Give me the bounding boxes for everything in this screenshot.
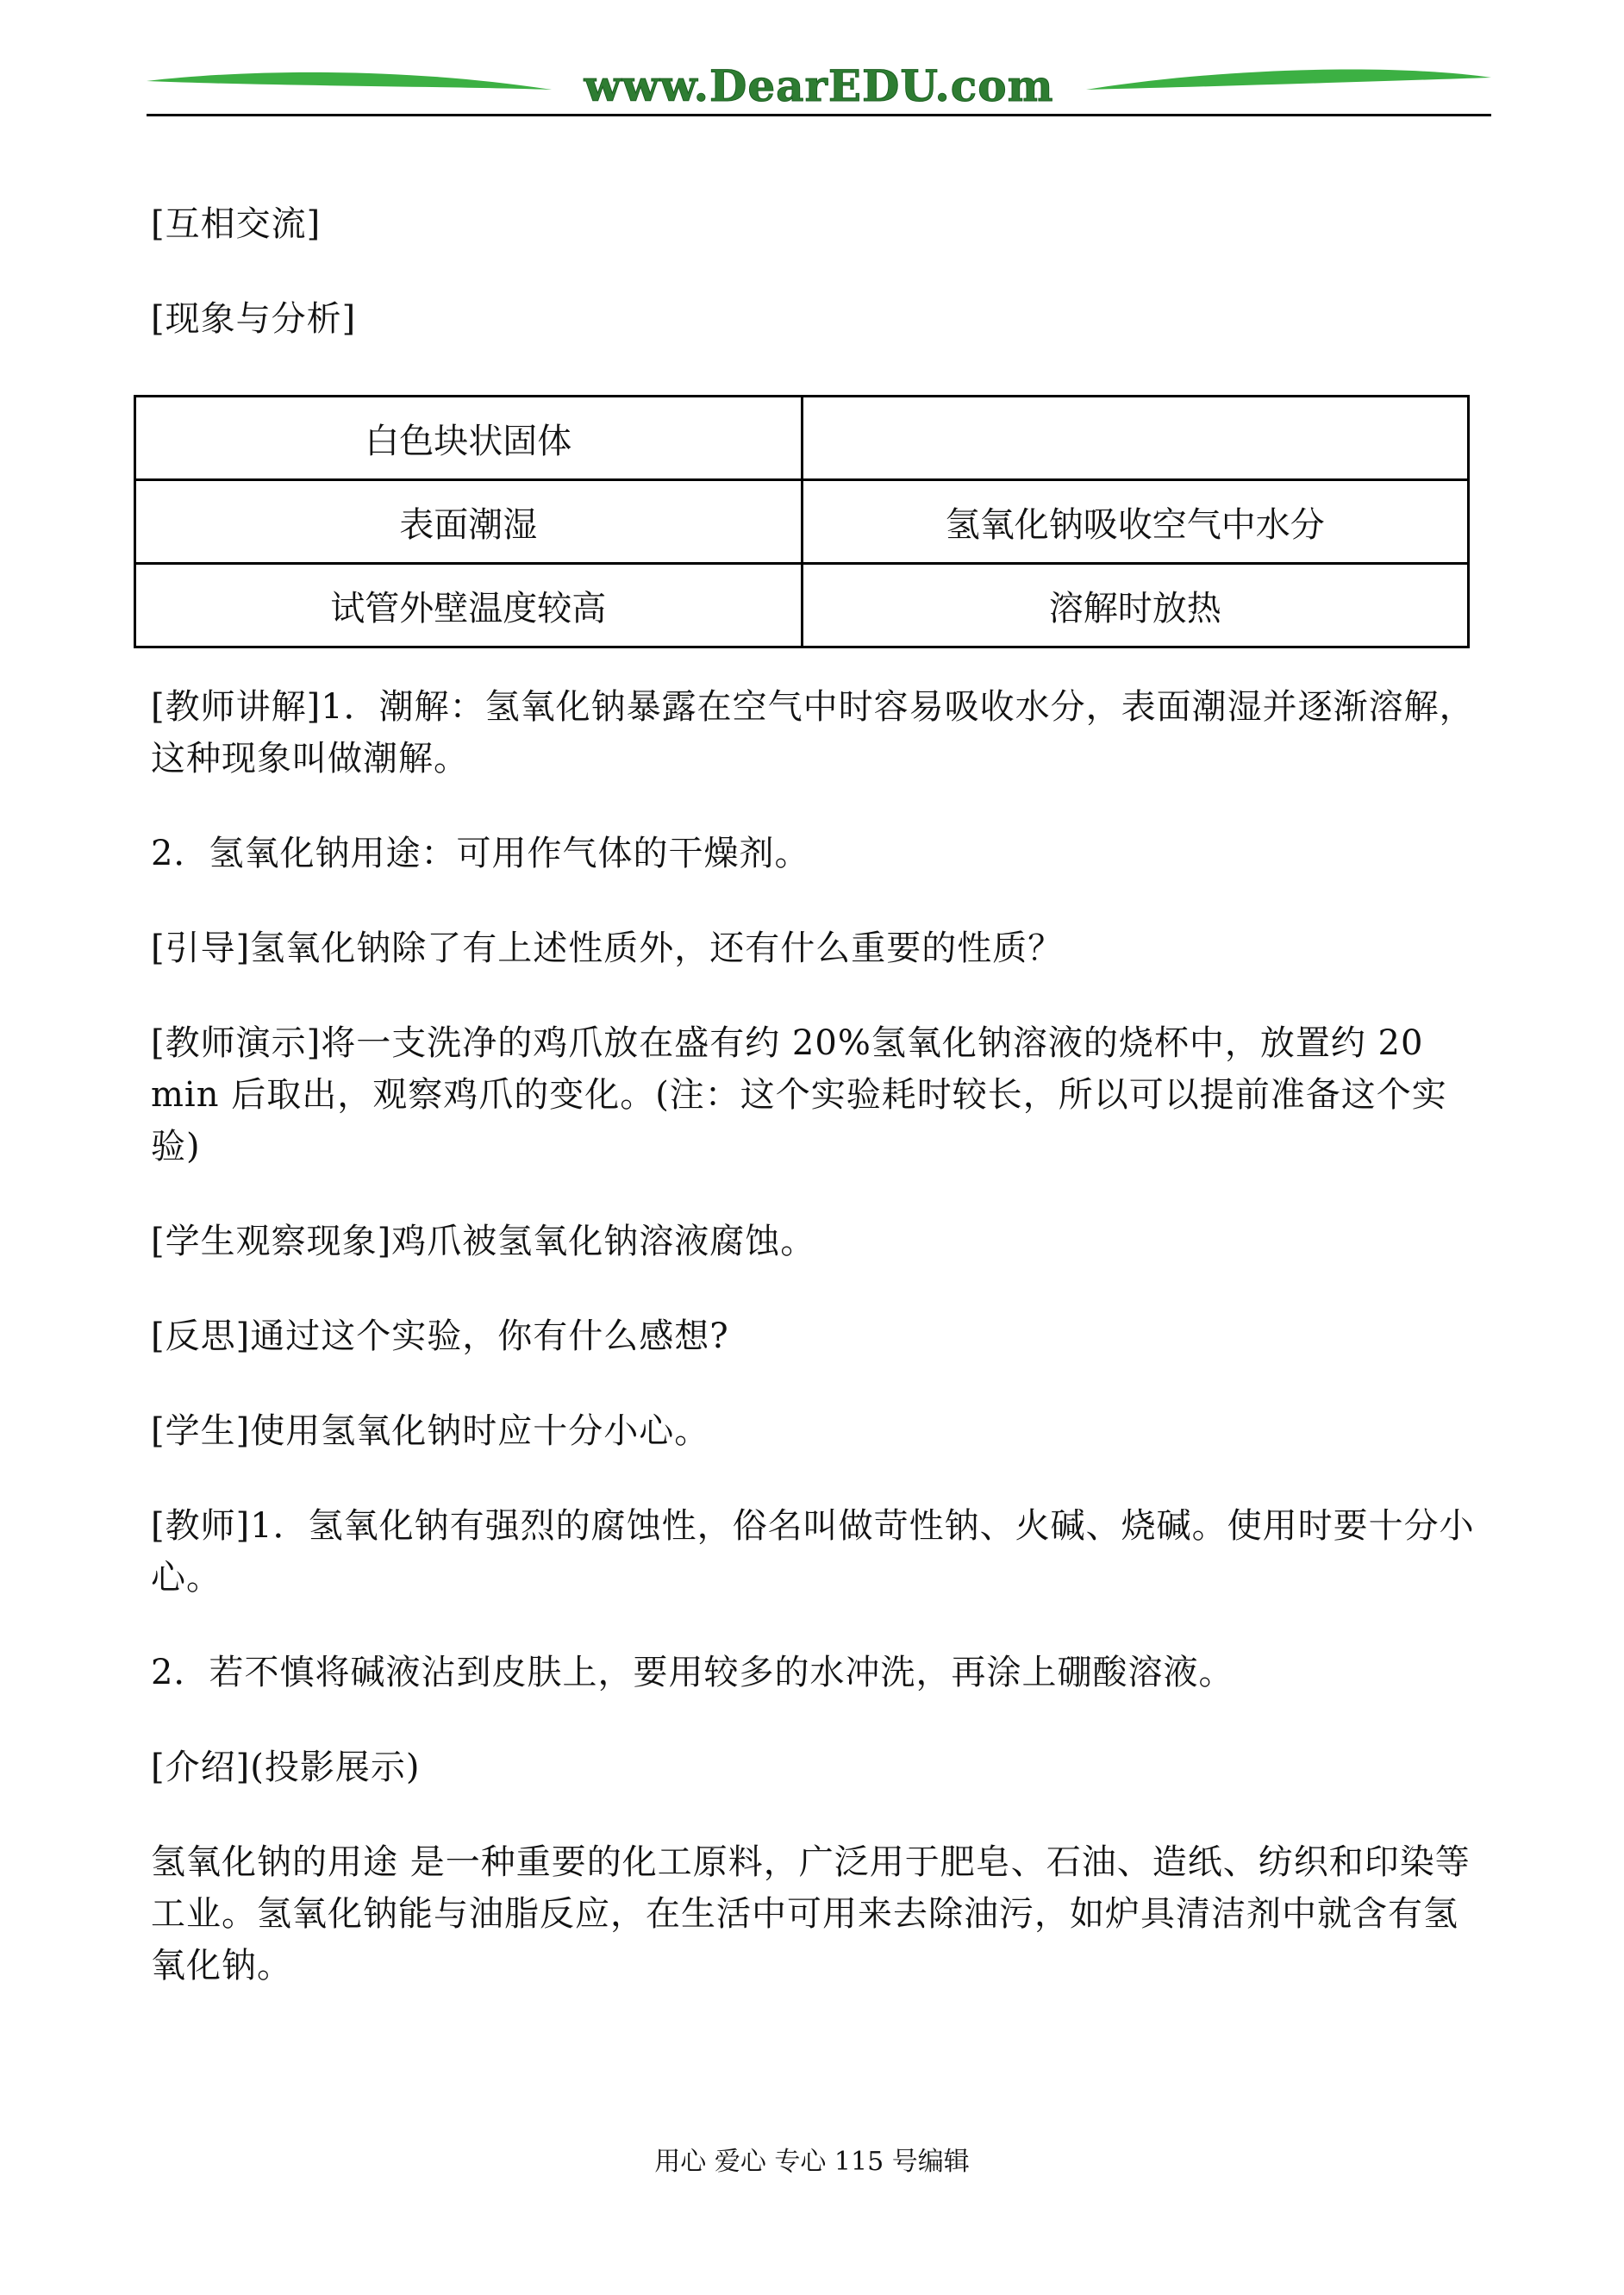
table-row xyxy=(135,564,1469,647)
paragraph: [教师演示]将一支洗净的鸡爪放在盛有约 20%氢氧化钠溶液的烧杯中，放置约 20 min 后取出，观察鸡爪的变化。(注：这个实验耗时较长，所以可以提前准备这个实验) xyxy=(151,1023,1447,1166)
site-logo: www.DearEDU.com xyxy=(584,60,1054,111)
table-row xyxy=(135,480,1469,564)
document-body xyxy=(151,198,1478,388)
table-cell: 白色块状固体 xyxy=(135,397,803,480)
paragraph: 2．氢氧化钠用途：可用作气体的干燥剂。 xyxy=(151,834,810,873)
section-heading: [互相交流] xyxy=(151,204,322,244)
page-header xyxy=(147,52,1491,121)
paragraph: [介绍](投影展示) xyxy=(151,1748,421,1787)
table-row xyxy=(135,397,1469,480)
table-cell: 氢氧化钠吸收空气中水分 xyxy=(802,480,1469,564)
table-cell xyxy=(802,397,1469,480)
paragraph: 2．若不慎将碱液沾到皮肤上，要用较多的水冲洗，再涂上硼酸溶液。 xyxy=(151,1653,1234,1692)
paragraph: [反思]通过这个实验，你有什么感想? xyxy=(151,1316,729,1356)
paragraph: [教师讲解]1．潮解：氢氧化钠暴露在空气中时容易吸收水分，表面潮湿并逐渐溶解，这种现象叫做潮解。 xyxy=(151,687,1475,779)
paragraph: [教师]1．氢氧化钠有强烈的腐蚀性，俗名叫做苛性钠、火碱、烧碱。使用时要十分小心。 xyxy=(151,1506,1475,1598)
document-paragraphs xyxy=(151,681,1478,2035)
observation-table xyxy=(134,395,1470,648)
table-cell: 试管外壁温度较高 xyxy=(135,564,803,647)
paragraph: [引导]氢氧化钠除了有上述性质外，还有什么重要的性质？ xyxy=(151,929,1064,968)
table-cell: 溶解时放热 xyxy=(802,564,1469,647)
header-rule xyxy=(147,114,1491,116)
paragraph: 氢氧化钠的用途 是一种重要的化工原料，广泛用于肥皂、石油、造纸、纺织和印染等工业。氢氧化钠能与油脂反应，在生活中可用来去除油污，如炉具清洁剂中就含有氢氧化钠。 xyxy=(151,1842,1471,1985)
page-footer: 用心 爱心 专心 115 号编辑 xyxy=(654,2147,970,2177)
table-cell: 表面潮湿 xyxy=(135,480,803,564)
paragraph: [学生]使用氢氧化钠时应十分小心。 xyxy=(151,1411,710,1451)
section-heading: [现象与分析] xyxy=(151,299,357,339)
paragraph: [学生观察现象]鸡爪被氢氧化钠溶液腐蚀。 xyxy=(151,1222,816,1261)
